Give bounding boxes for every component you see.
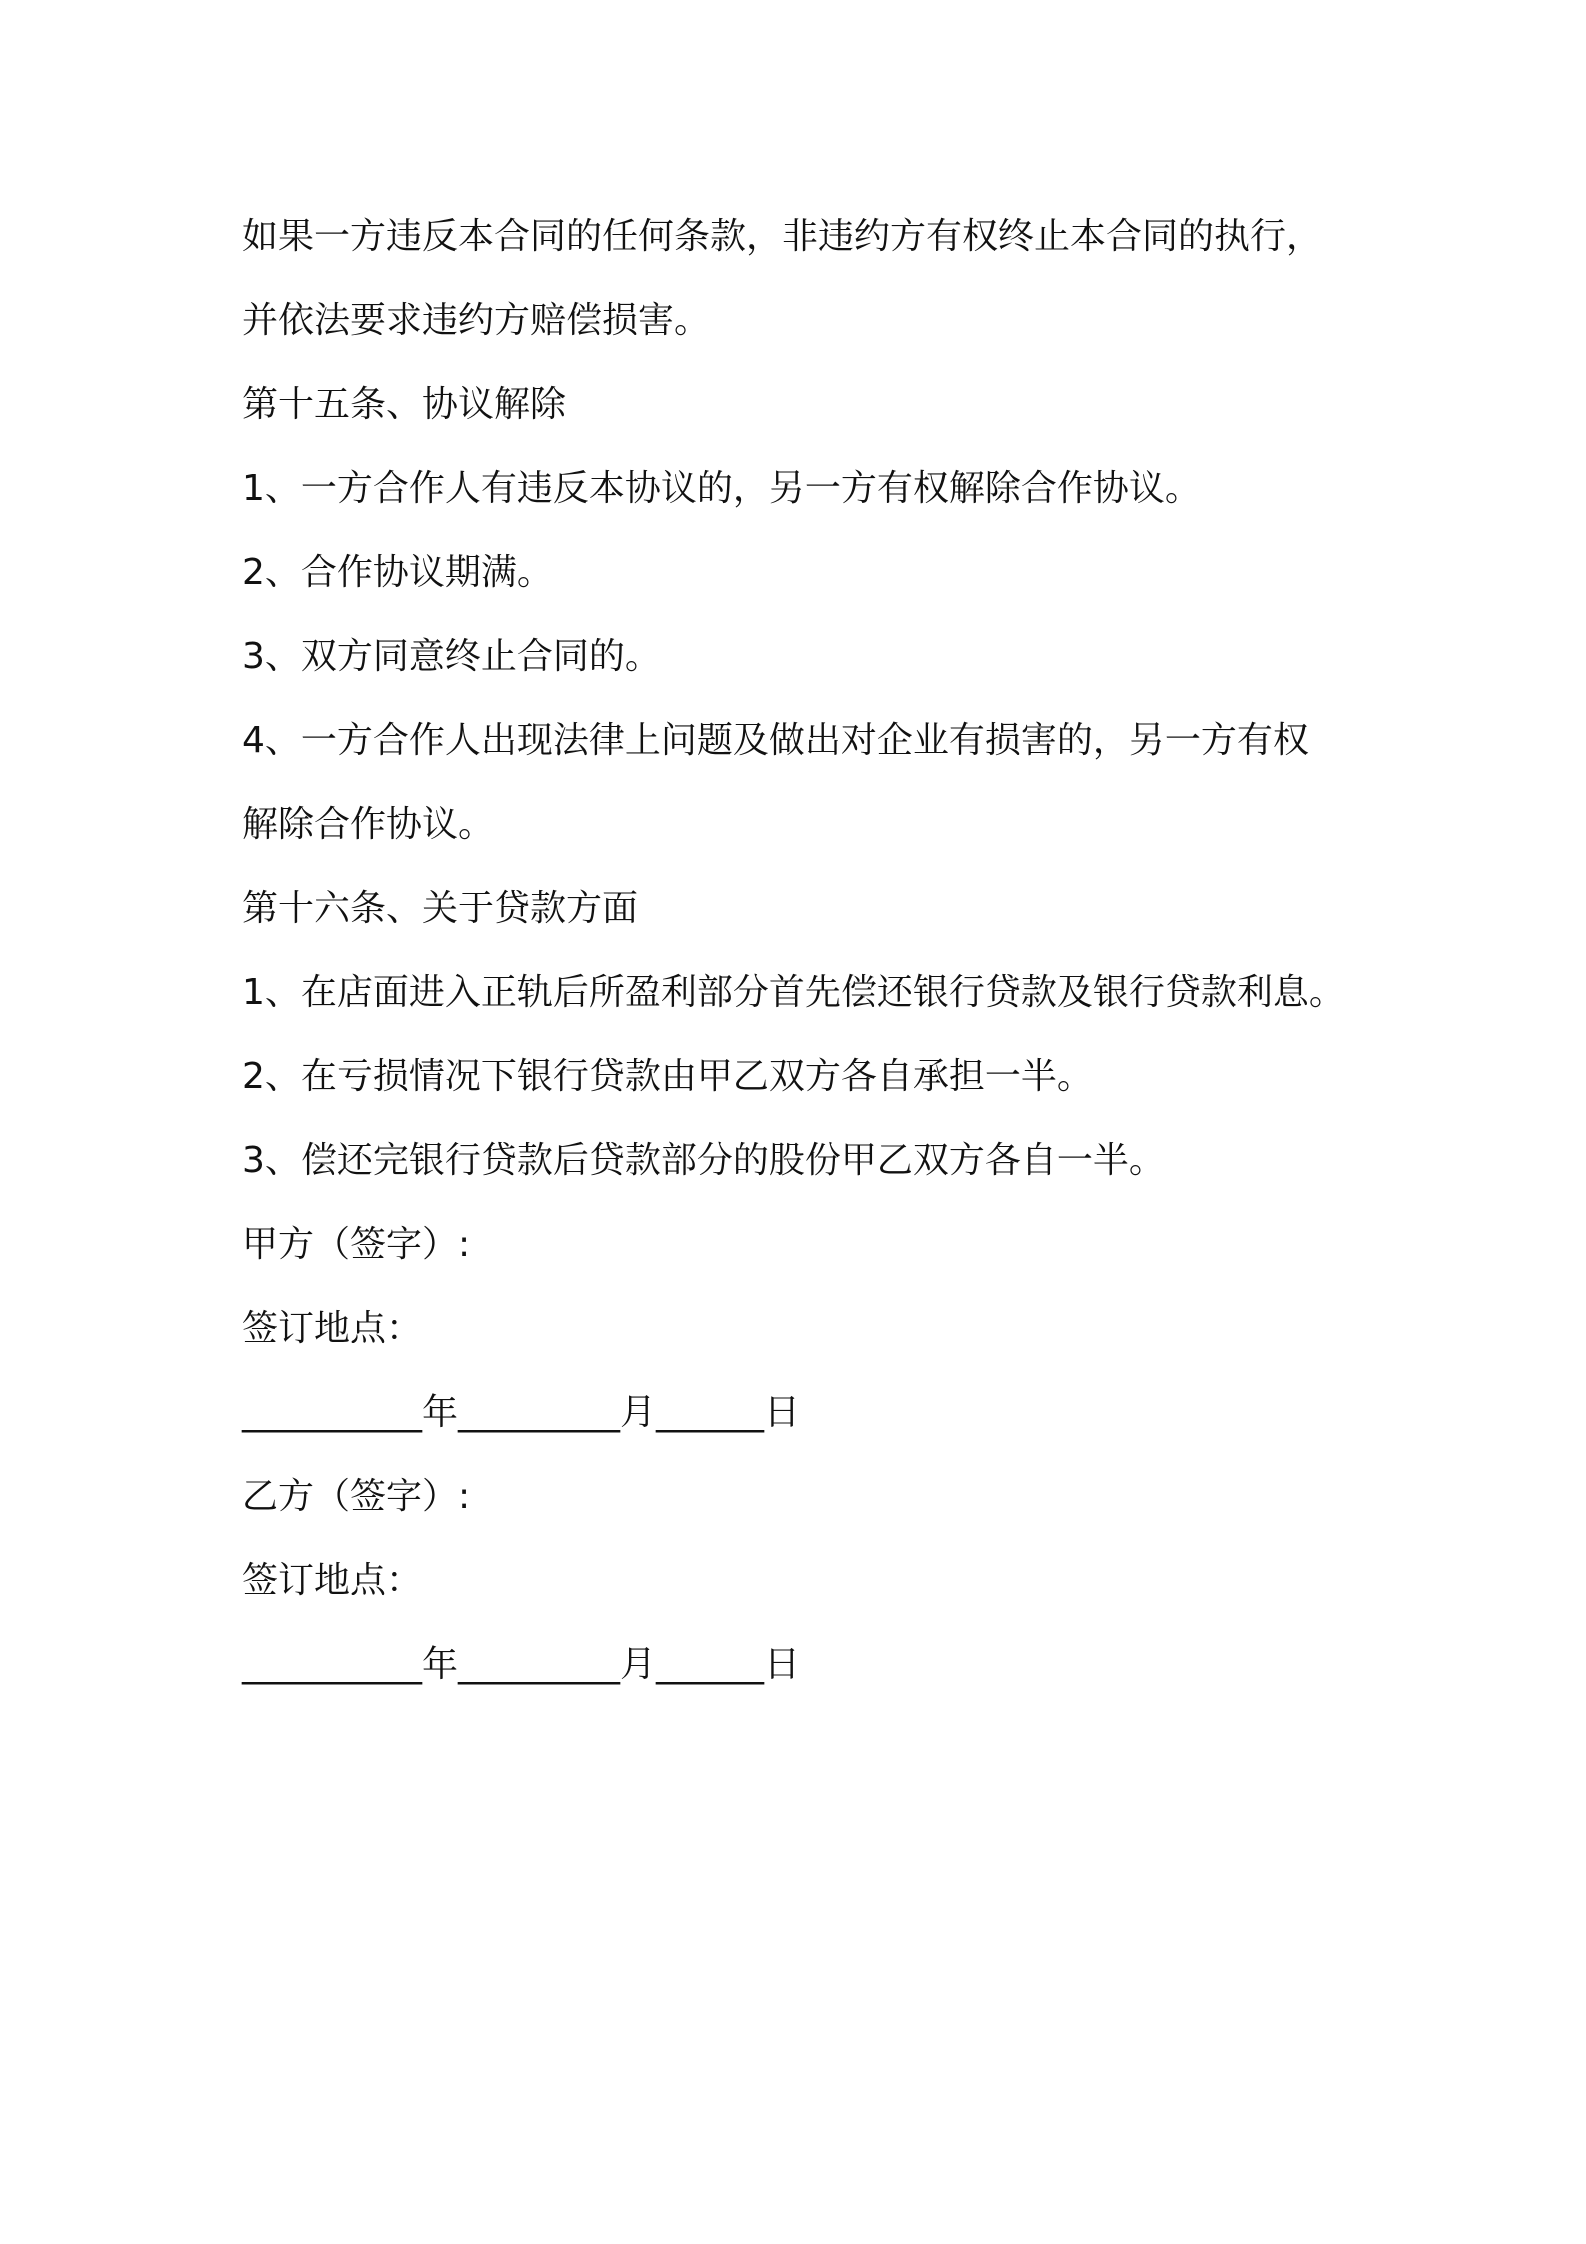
breach-clause-line-1: 如果一方违反本合同的任何条款，非违约方有权终止本合同的执行，	[242, 216, 1323, 257]
article-16-item-1: 1、在店面进入正轨后所盈利部分首先偿还银行贷款及银行贷款利息。	[242, 972, 1345, 1013]
article-15-heading: 第十五条、协议解除	[242, 384, 567, 425]
article-16-heading: 第十六条、关于贷款方面	[242, 888, 639, 929]
article-16-item-2: 2、在亏损情况下银行贷款由甲乙双方各自承担一半。	[242, 1056, 1093, 1097]
article-15-item-3: 3、双方同意终止合同的。	[242, 636, 661, 677]
party-b-date-line: __________年_________月______日	[242, 1644, 800, 1685]
party-b-signature-label: 乙方（签字）:	[242, 1476, 471, 1517]
article-16-item-3: 3、偿还完银行贷款后贷款部分的股份甲乙双方各自一半。	[242, 1140, 1165, 1181]
party-a-signing-place-label: 签订地点：	[242, 1308, 423, 1349]
article-15-item-4-line-1: 4、一方合作人出现法律上问题及做出对企业有损害的，另一方有权	[242, 720, 1309, 761]
party-b-signing-place-label: 签订地点：	[242, 1560, 423, 1601]
party-a-date-line: __________年_________月______日	[242, 1392, 800, 1433]
document-body	[242, 195, 1382, 1707]
article-15-item-4-line-2: 解除合作协议。	[242, 804, 495, 845]
article-15-item-1: 1、一方合作人有违反本协议的，另一方有权解除合作协议。	[242, 468, 1201, 509]
article-15-item-2: 2、合作协议期满。	[242, 552, 553, 593]
breach-clause-line-2: 并依法要求违约方赔偿损害。	[242, 300, 711, 341]
party-a-signature-label: 甲方（签字）:	[242, 1224, 471, 1265]
